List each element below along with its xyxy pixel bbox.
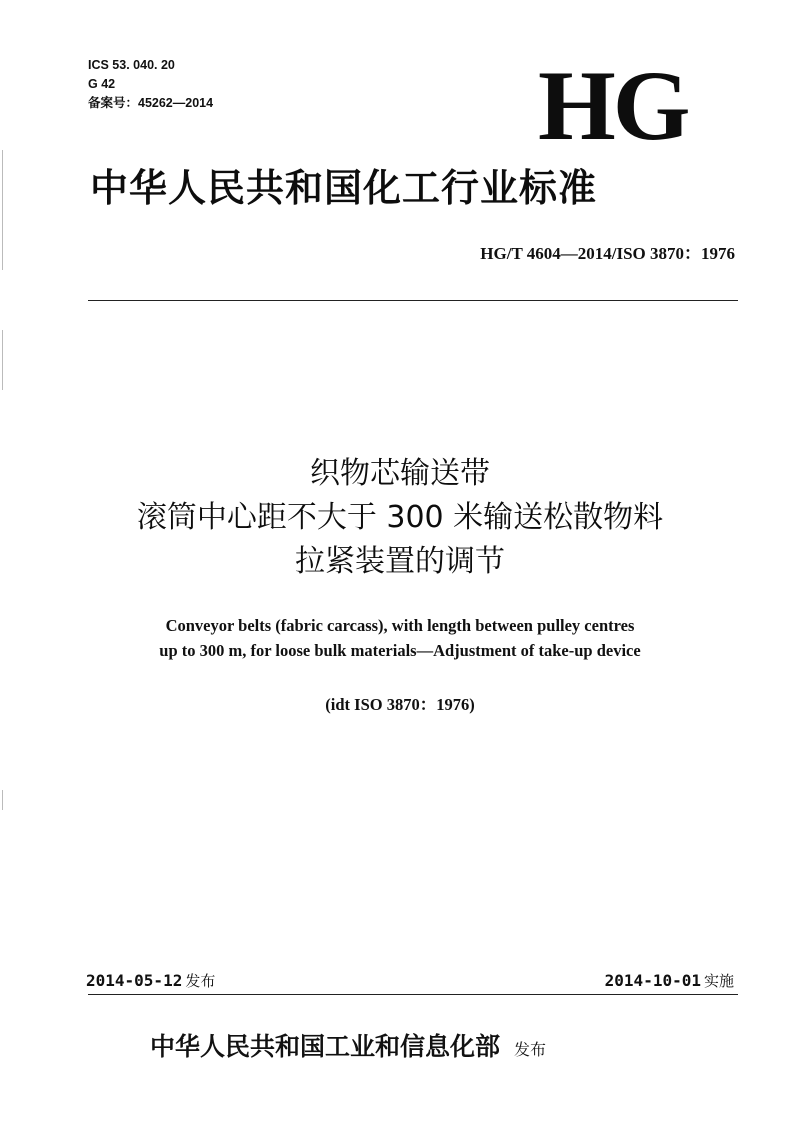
english-title-line: up to 300 m, for loose bulk materials—Adjustment of take-up device (159, 641, 641, 660)
effective-date: 2014-10-01 (604, 971, 701, 990)
issue-date: 2014-05-12 (86, 971, 183, 990)
scan-edge-artifact (2, 150, 3, 270)
top-divider (88, 300, 738, 301)
english-title (60, 613, 740, 663)
record-number: 备案号：45262—2014 (88, 96, 214, 110)
issue-label: 发布 (185, 972, 216, 990)
classification-block (88, 56, 213, 113)
standard-category-title: 中华人民共和国化工行业标准 (90, 166, 598, 210)
scan-edge-artifact (2, 790, 3, 810)
bottom-divider (88, 994, 738, 995)
publisher-name: 中华人民共和国工业和信息化部 (150, 1032, 501, 1061)
ics-code: ICS 53. 040. 20 (88, 58, 175, 72)
effective-label: 实施 (703, 972, 734, 990)
identical-adoption-note: (idt ISO 3870：1976) (325, 695, 475, 714)
chinese-title-line: 织物芯输送带 (310, 456, 490, 491)
english-title-line: Conveyor belts (fabric carcass), with length between pulley centres (165, 616, 635, 635)
effective-date-block (605, 970, 734, 992)
scan-edge-artifact (2, 330, 3, 390)
chinese-title (60, 452, 740, 584)
chinese-title-line: 拉紧装置的调节 (295, 544, 505, 579)
publisher-block (150, 1030, 710, 1067)
hg-logo: HG (538, 50, 688, 161)
publisher-label: 发布 (514, 1040, 547, 1059)
chinese-title-line: 滚筒中心距不大于 300 米输送松散物料 (136, 500, 664, 535)
standard-number: HG/T 4604—2014/ISO 3870：1976 (480, 244, 735, 263)
issue-date-block (86, 970, 215, 992)
class-code: G 42 (88, 77, 116, 91)
